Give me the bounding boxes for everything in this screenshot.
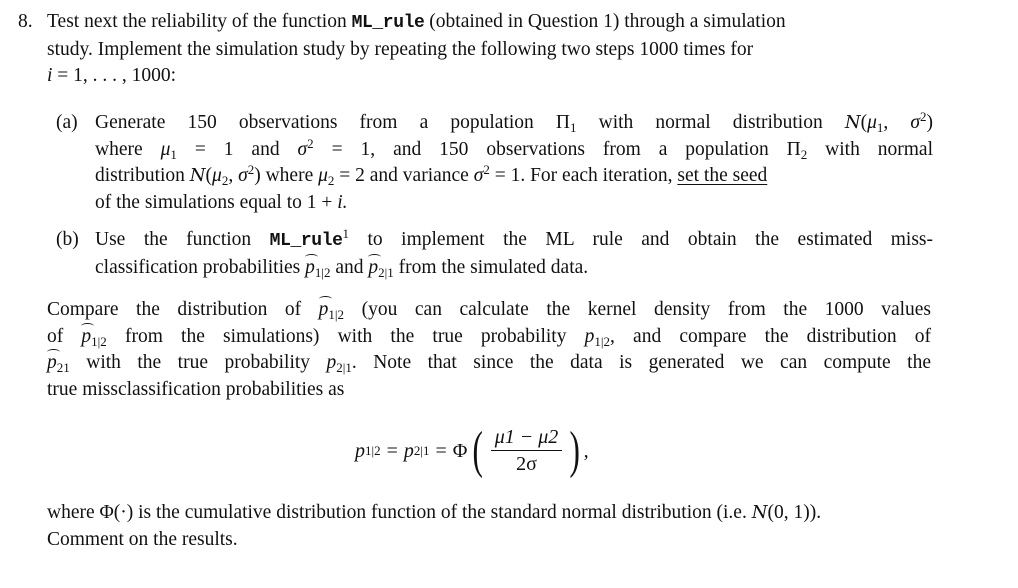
where-line-2: Comment on the results. bbox=[47, 528, 238, 550]
question-intro bbox=[47, 9, 947, 90]
intro-line-2: study. Implement the simulation study by repeating the following two steps 1000 times for bbox=[47, 38, 754, 60]
item-a-line-4: of the simulations equal to 1 + i. bbox=[95, 191, 348, 213]
item-b-label: (b) bbox=[56, 229, 79, 250]
formula-fraction bbox=[491, 425, 563, 477]
question-number: 8. bbox=[18, 11, 33, 32]
item-a-line-3: distribution $N(\mu_2$, $\sigma^2$) where $\mu_2 = 2$ and variance $\sigma^2 = 1$. For each iteration, set the seed bbox=[95, 162, 768, 188]
compare-line-1: Compare the distribution of $p_{1|2}$ (you can calculate the kernel density from the 1000 values bbox=[47, 299, 932, 322]
item-a-label: (a) bbox=[56, 112, 78, 133]
compare-line-2: of $p_{1|2}$ from the simulations) with the true probability $p_{1|2}$, and compare the distribution of bbox=[47, 325, 931, 349]
item-b-body bbox=[95, 227, 933, 281]
compare-line-3: $p_{21}$ with the true probability $p_{2|1}$. Note that since the data is generated we can compute the bbox=[47, 352, 932, 375]
compare-paragraph bbox=[47, 297, 931, 403]
item-a-line-2: where $\mu_1 = 1$ and $\sigma^2 = 1$, and 150 observations from a population $\Pi_2$ with normal bbox=[95, 135, 934, 162]
misclassification-formula: p 1|2 = p 2|1 = Φ ( $\frac{\mu 1 - \mu 2}{2\sigma}$ ) , bbox=[355, 422, 589, 479]
function-name: ML_rule bbox=[351, 13, 425, 33]
item-b-line-1: Use the function ML_rule$^1$ to implement the ML rule and obtain the estimated miss- bbox=[95, 226, 934, 251]
fraction-denominator: 2σ bbox=[516, 453, 537, 475]
where-paragraph bbox=[47, 500, 997, 553]
function-name-b: ML_rule bbox=[269, 231, 343, 251]
item-a-line-1: Generate 150 observations from a population $\Pi_1$ with normal distribution $N(\mu_1$, $\sigma^2$) bbox=[95, 109, 934, 135]
set-the-seed-link[interactable]: set the seed bbox=[677, 165, 768, 186]
intro-line-1: Test next the reliability of the function ML_rule (obtained in Question 1) through a simulation bbox=[47, 11, 786, 33]
item-a-body bbox=[95, 110, 933, 216]
intro-line-3: i = 1, . . . , 1000: bbox=[47, 65, 177, 86]
compare-line-4: true missclassification probabilities as bbox=[47, 378, 345, 400]
fraction-numerator: μ1 − μ2 bbox=[491, 425, 563, 451]
item-b-line-2: classification probabilities $p_{1|2}$ and $p_{2|1}$ from the simulated data. bbox=[95, 256, 589, 280]
where-line-1: where Φ(·) is the cumulative distribution function of the standard normal distribution (i.e. N(0, 1)). bbox=[47, 502, 822, 523]
